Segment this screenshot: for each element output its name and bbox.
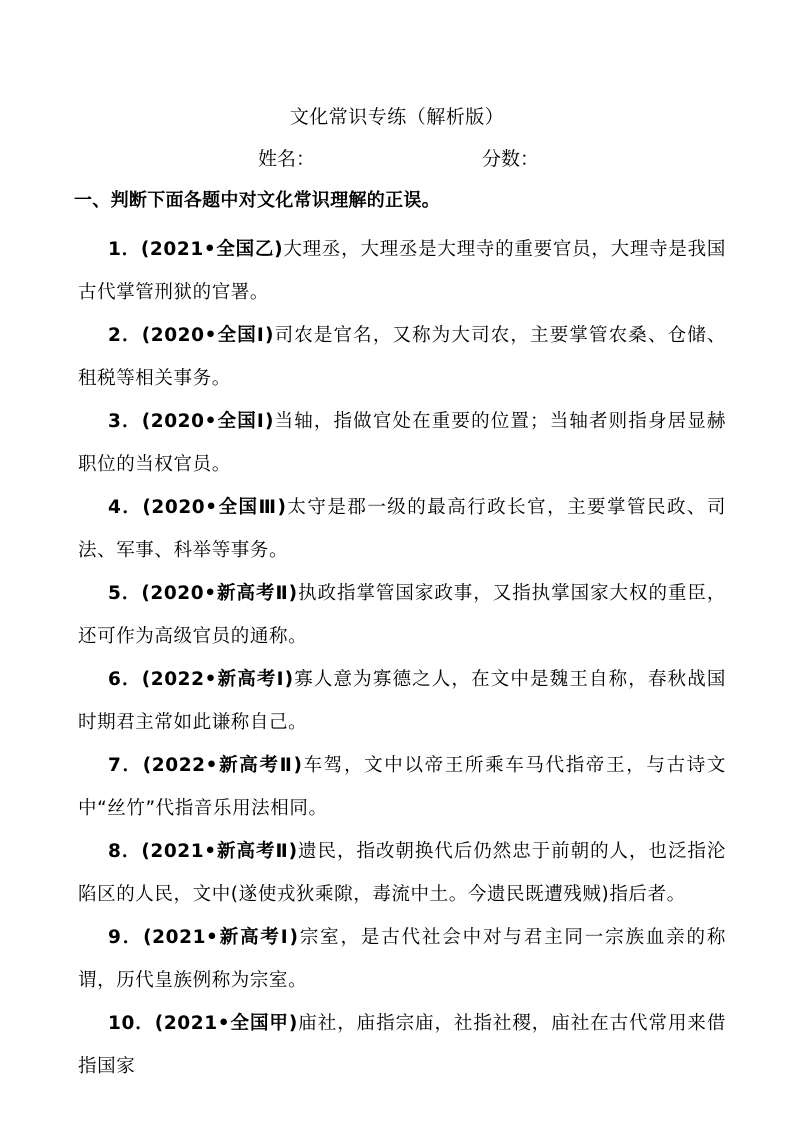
question-text: 司农是官名，又称为大司农，主要掌管农桑、仓储、租税等相关事务。 (78, 325, 727, 389)
document-title: 文化常识专练（解析版） (289, 106, 505, 128)
question-item (78, 1002, 726, 1088)
question-text: 太守是郡一级的最高行政长官，主要掌管民政、司法、军事、科举等事务。 (78, 497, 726, 561)
question-text: 当轴，指做官处在重要的位置；当轴者则指身居显赫职位的当权官员。 (78, 411, 727, 475)
student-info-row (0, 146, 794, 172)
question-source: (2021•全国乙) (140, 239, 284, 260)
question-item (78, 572, 726, 658)
question-text: 宗室，是古代社会中对与君主同一宗族血亲的称谓，历代皇族例称为宗室。 (78, 927, 727, 991)
question-source: (2020•全国Ⅲ) (142, 497, 287, 518)
question-item (78, 314, 726, 400)
question-source: (2021•新高考Ⅰ) (143, 927, 299, 948)
question-number: 3． (108, 411, 142, 432)
question-item (78, 228, 726, 314)
question-source: (2021•全国甲) (154, 1013, 298, 1034)
question-source: (2020•全国Ⅰ) (141, 411, 275, 432)
question-text: 遗民，指改朝换代后仍然忠于前朝的人，也泛指沦陷区的人民，文中(遂使戎狄乘隙，毒流中土。今遗民既遭残贼)指后者。 (78, 841, 726, 905)
question-text: 大理丞，大理丞是大理寺的重要官员，大理寺是我国古代掌管刑狱的官署。 (78, 239, 726, 303)
question-list (78, 228, 726, 1088)
question-item (78, 916, 726, 1002)
question-item (78, 744, 726, 830)
question-number: 8． (108, 841, 142, 862)
question-number: 10． (108, 1013, 155, 1034)
question-source: (2022•新高考Ⅱ) (142, 755, 303, 776)
name-label: 姓名： (258, 148, 316, 170)
question-number: 1． (108, 239, 141, 260)
question-text: 车驾，文中以帝王所乘车马代指帝王，与古诗文中“丝竹”代指音乐用法相同。 (78, 755, 726, 819)
question-text: 执政指掌管国家政事，又指执掌国家大权的重臣，还可作为高级官员的通称。 (78, 583, 726, 647)
question-source: (2020•全国Ⅰ) (141, 325, 275, 346)
question-item (78, 658, 726, 744)
question-number: 6． (108, 669, 142, 690)
question-source: (2022•新高考Ⅰ) (141, 669, 294, 690)
question-number: 9． (108, 927, 144, 948)
score-label: 分数： (482, 148, 540, 170)
question-item (78, 486, 726, 572)
section-heading: 一、判断下面各题中对文化常识理解的正误。 (74, 190, 440, 211)
question-source: (2020•新高考Ⅱ) (141, 583, 298, 604)
question-item (78, 400, 726, 486)
question-item (78, 830, 726, 916)
question-number: 7． (108, 755, 143, 776)
question-text: 庙社，庙指宗庙，社指社稷，庙社在古代常用来借指国家 (78, 1013, 726, 1077)
question-number: 4． (108, 497, 143, 518)
question-text: 寡人意为寡德之人，在文中是魏王自称，春秋战国时期君主常如此谦称自己。 (78, 669, 726, 733)
question-number: 2． (108, 325, 142, 346)
question-source: (2021•新高考Ⅱ) (141, 841, 298, 862)
question-number: 5． (108, 583, 142, 604)
